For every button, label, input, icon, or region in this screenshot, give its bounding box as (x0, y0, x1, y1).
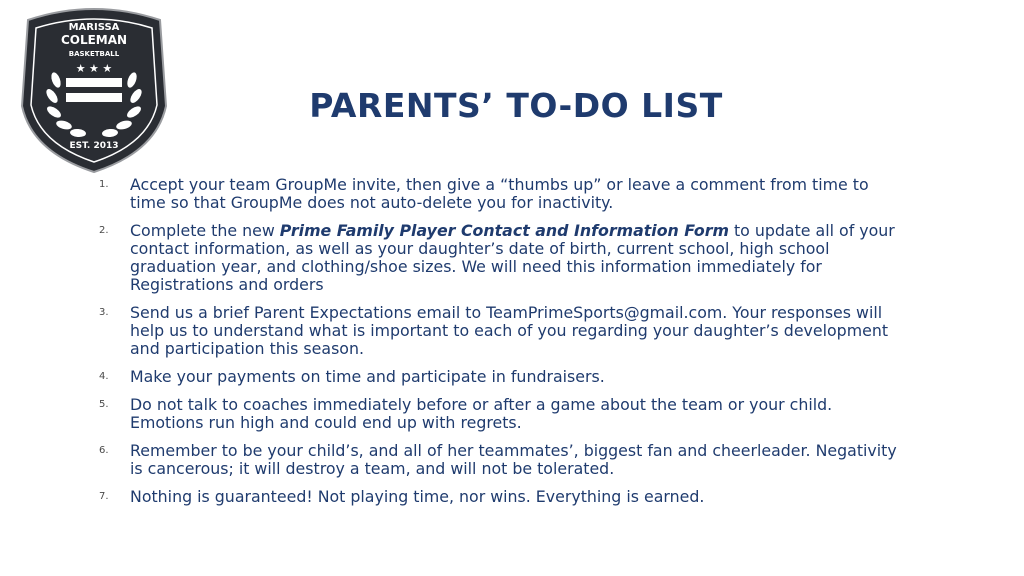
list-item (99, 222, 899, 294)
item-text: Make your payments on time and participate in fundraisers. (130, 367, 605, 386)
item-number: 2. (99, 225, 109, 236)
list-item (99, 488, 899, 506)
item-text: Remember to be your child’s, and all of her teammates’, biggest fan and cheerleader. Negativity is cancerous; it will destroy a team, and will not be tolerated. (130, 441, 897, 478)
logo-line2: COLEMAN (60, 33, 128, 47)
logo-line1: MARISSA (68, 22, 120, 33)
item-number: 7. (99, 491, 109, 502)
item-number: 1. (99, 179, 109, 190)
item-text: Do not talk to coaches immediately before or after a game about the team or your child. Emotions run high and could end up with regrets. (130, 395, 833, 432)
stars-icon: ★ ★ ★ (75, 62, 113, 75)
item-text: Nothing is guaranteed! Not playing time, nor wins. Everything is earned. (130, 487, 705, 506)
item-number: 6. (99, 445, 109, 456)
todo-list (99, 176, 899, 516)
item-number: 4. (99, 371, 109, 382)
item-number: 3. (99, 307, 109, 318)
item-text: Accept your team GroupMe invite, then give a “thumbs up” or leave a comment from time to time so that GroupMe does not auto-delete you for inactivity. (130, 175, 869, 212)
list-item (99, 368, 899, 386)
form-name-emphasis: Prime Family Player Contact and Information Form (279, 221, 729, 240)
list-item (99, 442, 899, 478)
item-text: Complete the new Prime Family Player Contact and Information Form to update all of your contact information, as well as your daughter’s date of birth, current school, high school graduation year, and clothing/shoe sizes. We will need this information immediately for Registrations and orders (130, 221, 895, 294)
list-item (99, 304, 899, 358)
item-text: Send us a brief Parent Expectations email to TeamPrimeSports@gmail.com. Your responses will help us to understand what is important to each of you regarding your daughter’s development and participation this season. (130, 303, 889, 358)
list-item (99, 176, 899, 212)
page-title: PARENTS’ TO-DO LIST (309, 86, 723, 125)
list-item (99, 396, 899, 432)
logo-established: EST. 2013 (69, 141, 119, 151)
logo-line3: BASKETBALL (68, 50, 120, 58)
item-number: 5. (99, 399, 109, 410)
